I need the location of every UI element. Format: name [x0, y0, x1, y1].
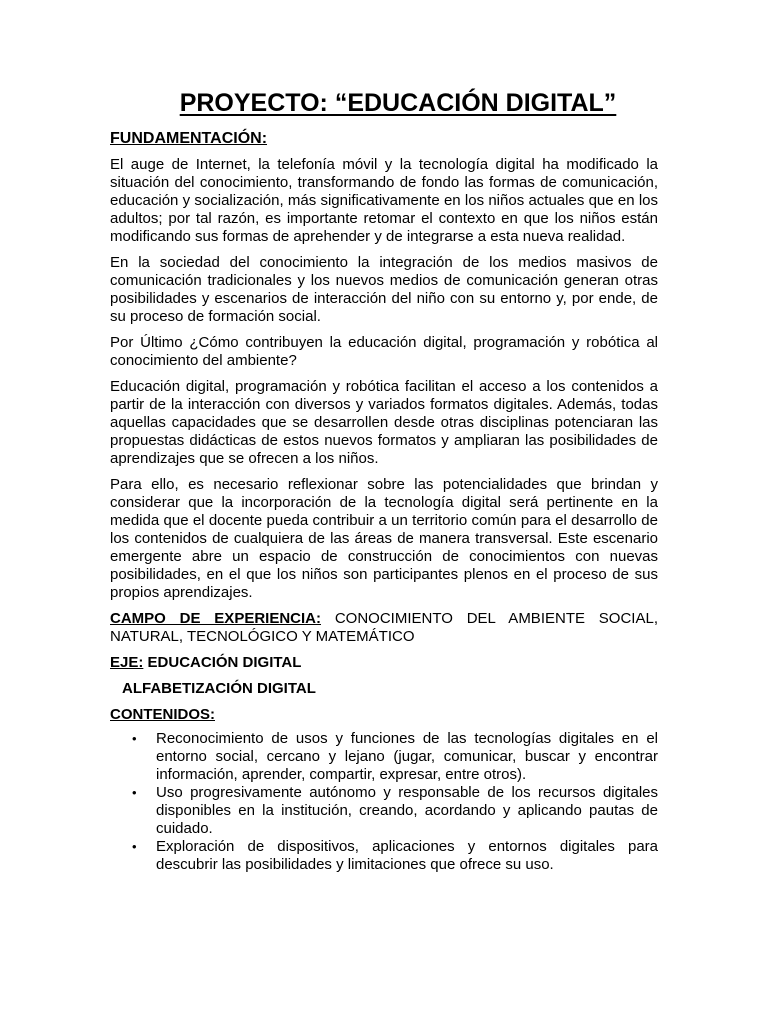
fundamentacion-paragraph-4: Educación digital, programación y robótica facilitan el acceso a los contenidos a partir de la interacción con diversos y variados formatos digitales. Además, todas aquellas capacidades que se desarrollen desde otras disciplinas potenciaran las propuestas didácticas de estos nuevos formatos y ampliaran las posibilidades de aprendizajes que se ofrecen a los niños.	[110, 378, 658, 467]
bullet-icon: •	[132, 839, 137, 854]
bullet-icon: •	[132, 731, 137, 746]
eje-value: EDUCACIÓN DIGITAL	[143, 654, 302, 671]
bullet-icon: •	[132, 785, 137, 800]
eje	[110, 654, 658, 672]
eje-label: EJE:	[110, 654, 144, 671]
list-item	[110, 730, 658, 784]
campo-label: CAMPO DE EXPERIENCIA:	[110, 610, 321, 627]
fundamentacion-paragraph-3: Por Último ¿Cómo contribuyen la educación digital, programación y robótica al conocimiento del ambiente?	[110, 334, 658, 369]
fundamentacion-paragraph-1: El auge de Internet, la telefonía móvil y la tecnología digital ha modificado la situación del conocimiento, transformando de fondo las formas de comunicación, educación y socialización, más significativamente en los niños actuales que en los adultos; por tal razón, es importante retomar el contexto en que los niños están modificando sus formas de aprehender y de integrarse a esta nueva realidad.	[110, 156, 658, 245]
document-page	[110, 88, 658, 874]
campo-value: CONOCIMIENTO DEL AMBIENTE SOCIAL, NATURAL, TECNOLÓGICO Y MATEMÁTICO	[110, 610, 658, 645]
contenidos-list	[110, 730, 658, 874]
document-title: PROYECTO: “EDUCACIÓN DIGITAL”	[179, 89, 617, 117]
fundamentacion-paragraph-2: En la sociedad del conocimiento la integración de los medios masivos de comunicación tradicionales y los nuevos medios de comunicación generan otras posibilidades y escenarios de interacción del niño con su entorno y, por ende, de su proceso de formación social.	[110, 254, 658, 325]
list-item-text: Uso progresivamente autónomo y responsable de los recursos digitales disponibles en la institución, creando, acordando y aplicando pautas de cuidado.	[156, 784, 658, 837]
list-item	[110, 838, 658, 874]
contenidos-heading: CONTENIDOS:	[110, 706, 215, 723]
list-item	[110, 784, 658, 838]
list-item-text: Reconocimiento de usos y funciones de las tecnologías digitales en el entorno social, cercano y lejano (jugar, comunicar, buscar y encontrar información, aprender, compartir, expresar, entre otros).	[156, 730, 658, 783]
list-item-text: Exploración de dispositivos, aplicaciones y entornos digitales para descubrir las posibilidades y limitaciones que ofrece su uso.	[156, 838, 658, 873]
subeje-heading: ALFABETIZACIÓN DIGITAL	[122, 680, 316, 697]
fundamentacion-heading: FUNDAMENTACIÓN:	[110, 130, 268, 147]
fundamentacion-paragraph-5: Para ello, es necesario reflexionar sobre las potencialidades que brindan y considerar que la incorporación de la tecnología digital será pertinente en la medida que el docente pueda contribuir a un territorio común para el desarrollo de los contenidos de cualquiera de las áreas de manera transversal. Este escenario emergente abre un espacio de construcción de conocimientos con nuevas posibilidades, en el que los niños son participantes plenos en el proceso de sus propios aprendizajes.	[110, 476, 658, 601]
campo-de-experiencia	[110, 610, 658, 646]
